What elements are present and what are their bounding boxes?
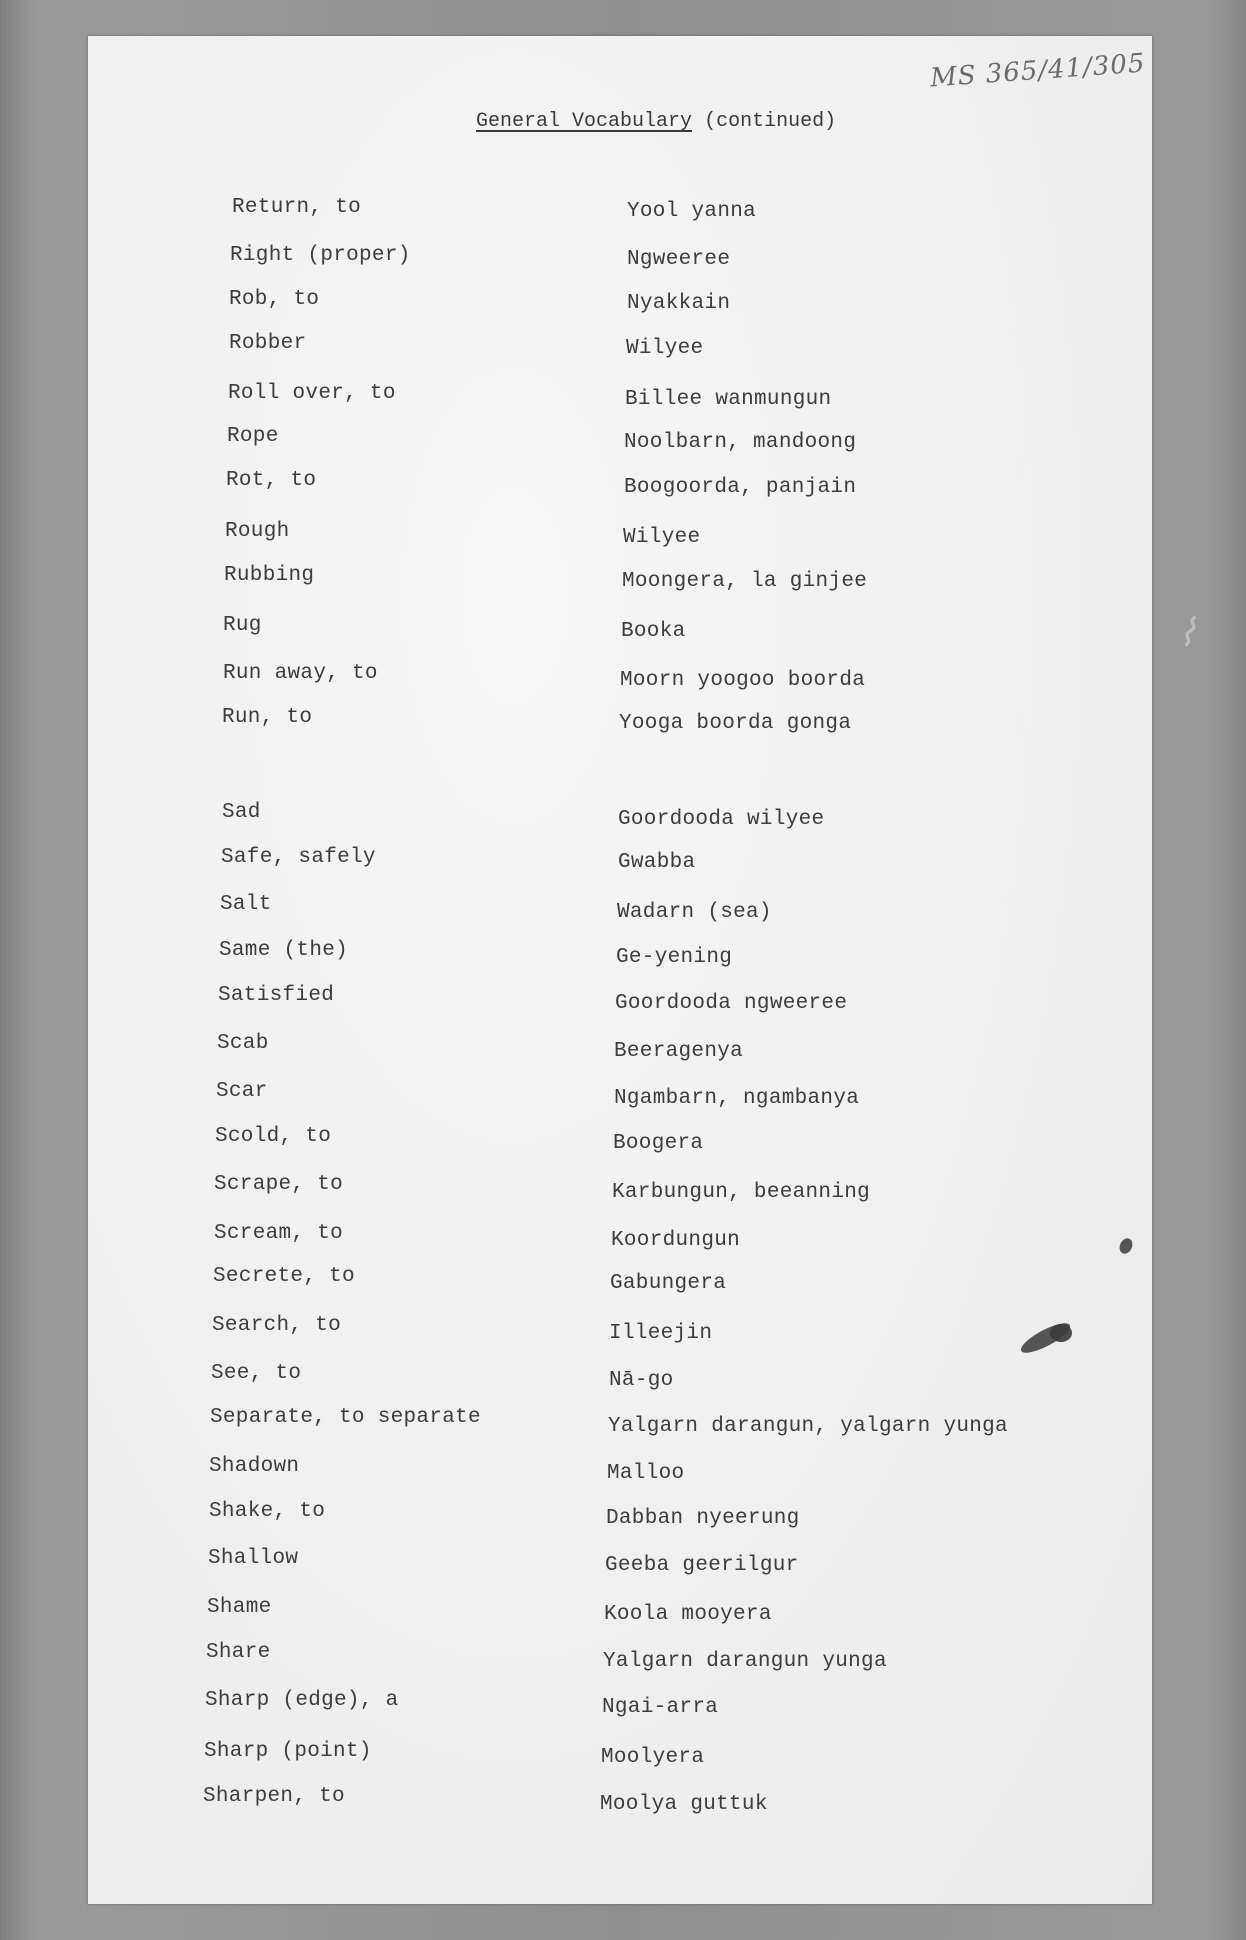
native-term: Beeragenya — [614, 1040, 744, 1063]
page-subtitle: (continued) — [704, 110, 837, 133]
english-term: Sharpen, to — [203, 1785, 345, 1808]
archive-reference: MS 365/41/305 — [929, 48, 1147, 94]
native-term: Yalgarn darangun, yalgarn yunga — [608, 1415, 1008, 1438]
english-term: Rot, to — [226, 469, 317, 492]
native-term: Gabungera — [610, 1272, 727, 1295]
english-term: Shame — [207, 1596, 272, 1619]
english-term: Rough — [225, 520, 290, 543]
english-term: Robber — [229, 332, 307, 355]
native-term: Ngweeree — [627, 248, 731, 271]
native-term: Billee wanmungun — [625, 388, 832, 411]
native-term: Ngai-arra — [602, 1696, 719, 1719]
native-term: Koola mooyera — [604, 1603, 772, 1626]
native-term: Moongera, la ginjee — [622, 570, 868, 593]
native-term: Yool yanna — [627, 200, 757, 223]
english-term: Scream, to — [214, 1222, 344, 1245]
native-term: Nā-go — [609, 1369, 674, 1392]
native-term: Booka — [621, 620, 686, 643]
english-term: Share — [206, 1641, 271, 1664]
english-term: Same (the) — [219, 939, 349, 962]
english-term: Scold, to — [215, 1125, 332, 1148]
page-title: General Vocabulary — [476, 110, 693, 133]
native-term: Wilyee — [626, 337, 704, 360]
english-term: Sharp (point) — [204, 1740, 372, 1763]
english-term: Separate, to separate — [210, 1406, 481, 1429]
native-term: Wilyee — [623, 526, 701, 549]
english-term: Right (proper) — [230, 244, 411, 267]
english-term: Salt — [220, 893, 272, 916]
english-term: Rubbing — [224, 564, 315, 587]
english-term: Search, to — [212, 1314, 342, 1337]
native-term: Malloo — [607, 1462, 685, 1485]
native-term: Ngambarn, ngambanya — [614, 1087, 860, 1110]
english-term: Satisfied — [218, 984, 335, 1007]
native-term: Yalgarn darangun yunga — [603, 1650, 887, 1673]
english-term: Rug — [223, 614, 262, 637]
english-term: Sharp (edge), a — [205, 1689, 399, 1712]
native-term: Boogoorda, panjain — [624, 476, 857, 499]
native-term: Koordungun — [611, 1229, 741, 1252]
native-term: Noolbarn, mandoong — [624, 431, 857, 454]
english-term: Run, to — [222, 706, 313, 729]
english-term: Sad — [222, 801, 261, 824]
paper-scratch: ⌇ — [1172, 608, 1207, 658]
english-term: Shallow — [208, 1547, 299, 1570]
native-term: Karbungun, beeanning — [612, 1181, 871, 1204]
native-term: Nyakkain — [627, 292, 731, 315]
native-term: Goordooda wilyee — [618, 808, 825, 831]
native-term: Dabban nyeerung — [606, 1507, 800, 1530]
ink-blot — [1050, 1324, 1072, 1342]
english-term: Return, to — [232, 196, 362, 219]
english-term: Scar — [216, 1080, 268, 1103]
native-term: Wadarn (sea) — [617, 901, 772, 924]
native-term: Gwabba — [618, 851, 696, 874]
native-term: Geeba geerilgur — [605, 1554, 799, 1577]
english-term: Run away, to — [223, 662, 378, 685]
native-term: Illeejin — [609, 1322, 713, 1345]
native-term: Moorn yoogoo boorda — [620, 669, 866, 692]
english-term: Scab — [217, 1032, 269, 1055]
native-term: Boogera — [613, 1132, 704, 1155]
page-header — [476, 110, 836, 133]
english-term: Shadown — [209, 1455, 300, 1478]
english-term: Rob, to — [229, 288, 320, 311]
english-term: Scrape, to — [214, 1173, 344, 1196]
native-term: Goordooda ngweeree — [615, 992, 848, 1015]
english-term: Rope — [227, 425, 279, 448]
english-term: Secrete, to — [213, 1265, 355, 1288]
english-term: See, to — [211, 1362, 302, 1385]
english-term: Roll over, to — [228, 382, 396, 405]
native-term: Moolya guttuk — [600, 1793, 768, 1816]
english-term: Shake, to — [209, 1500, 326, 1523]
native-term: Yooga boorda gonga — [619, 712, 852, 735]
native-term: Moolyera — [601, 1746, 705, 1769]
native-term: Ge-yening — [616, 946, 733, 969]
english-term: Safe, safely — [221, 846, 376, 869]
